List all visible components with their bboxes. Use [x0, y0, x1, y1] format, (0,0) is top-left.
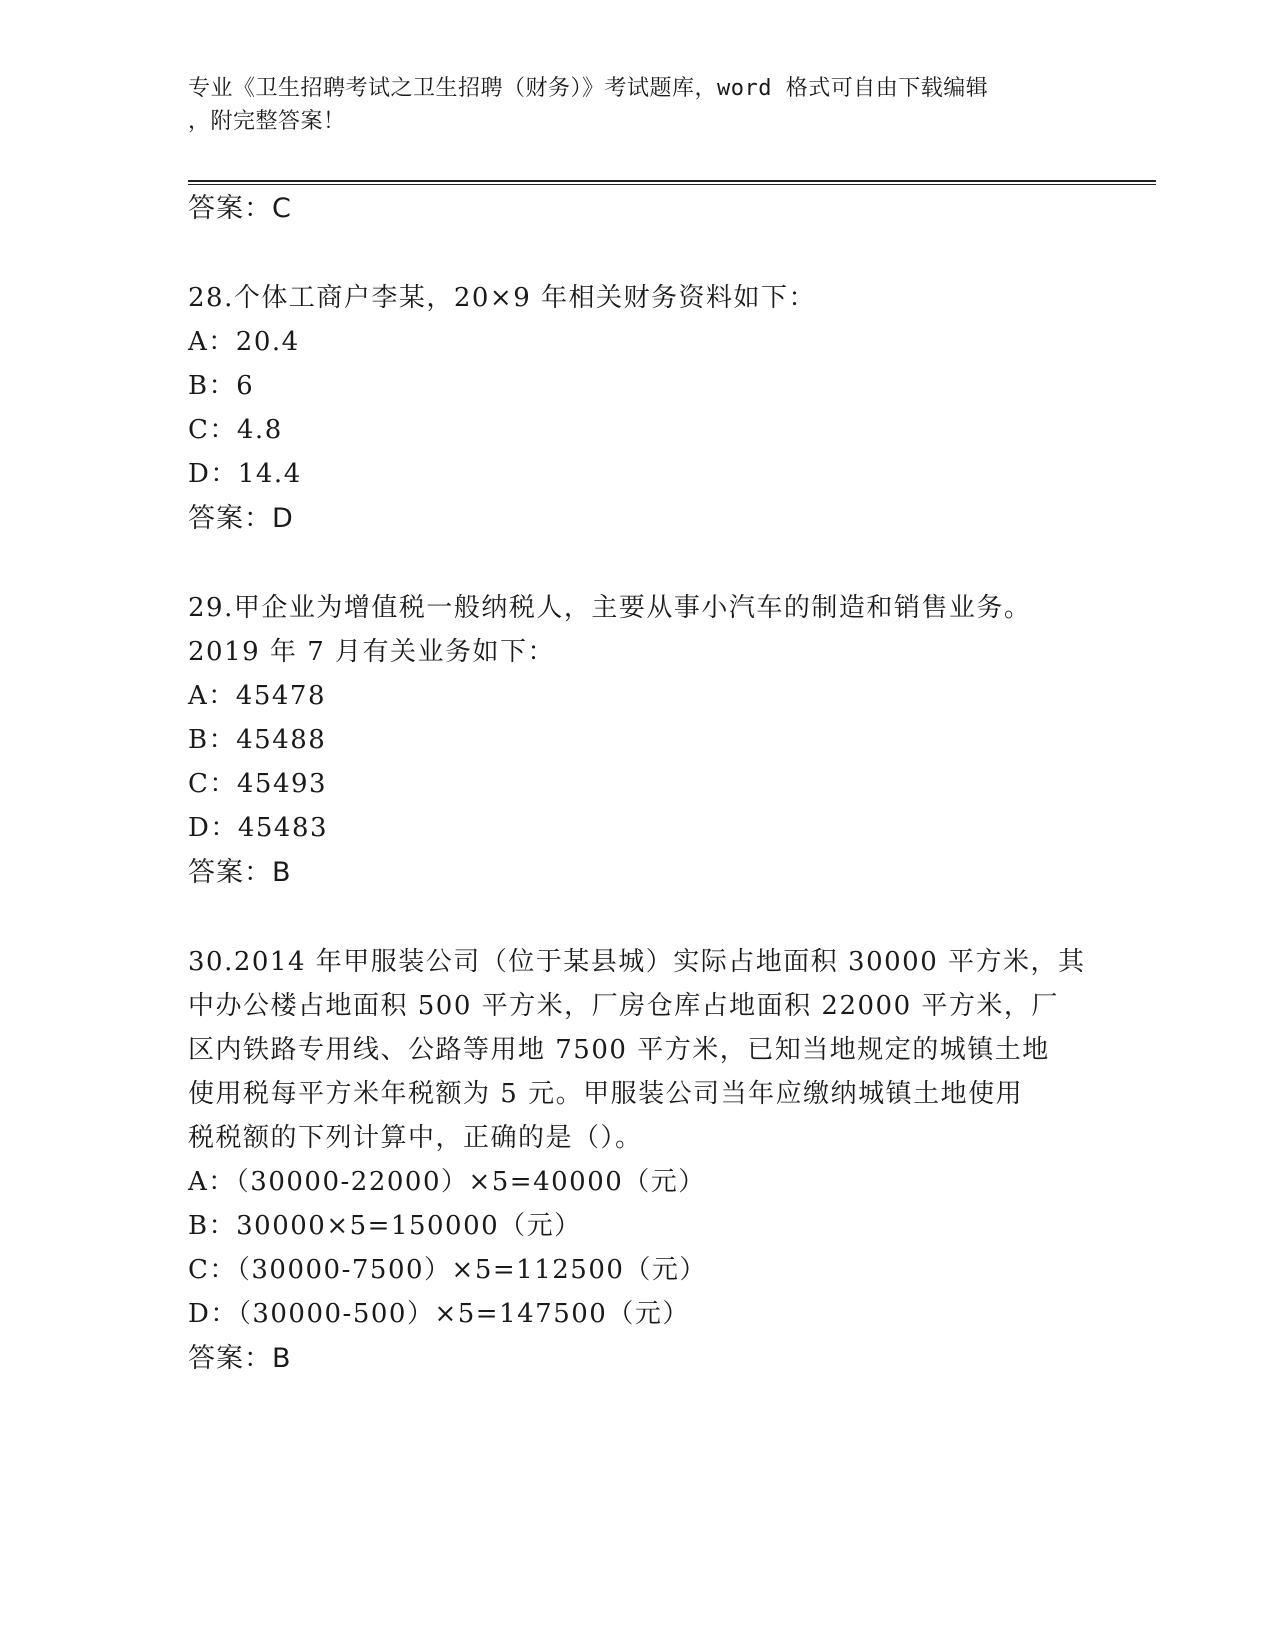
question-30-option-d: D：（30000-500）×5=147500（元） — [188, 1299, 690, 1329]
question-28-answer: 答案：D — [188, 503, 294, 534]
question-30-answer: 答案：B — [188, 1343, 292, 1374]
header-divider-thin — [188, 184, 1156, 185]
question-28-option-b: B：6 — [188, 371, 255, 401]
question-28-stem: 28.个体工商户李某，20×9 年相关财务资料如下： — [188, 283, 817, 313]
question-30-stem-line-5: 税税额的下列计算中，正确的是（）。 — [188, 1123, 643, 1153]
question-30-stem-line-1: 30.2014 年甲服装公司（位于某县城）实际占地面积 30000 平方米，其 — [188, 947, 1086, 977]
question-30-option-b: B：30000×5=150000（元） — [188, 1211, 582, 1241]
question-30-stem-line-2: 中办公楼占地面积 500 平方米，厂房仓库占地面积 22000 平方米，厂 — [188, 991, 1059, 1021]
question-30-option-a: A：（30000-22000）×5=40000（元） — [188, 1167, 706, 1197]
question-29-option-c: C：45493 — [188, 769, 328, 799]
document-header — [188, 72, 1088, 138]
question-29-answer: 答案：B — [188, 857, 292, 888]
question-28-option-c: C：4.8 — [188, 415, 283, 445]
question-30-option-c: C：（30000-7500）×5=112500（元） — [188, 1255, 707, 1285]
question-30-stem-line-4: 使用税每平方米年税额为 5 元。甲服装公司当年应缴纳城镇土地使用 — [188, 1079, 1024, 1109]
header-line-2: ，附完整答案！ — [188, 109, 346, 134]
question-28-option-d: D：14.4 — [188, 459, 302, 489]
question-29-stem-line-2: 2019 年 7 月有关业务如下： — [188, 637, 556, 667]
question-30-stem-line-3: 区内铁路专用线、公路等用地 7500 平方米，已知当地规定的城镇土地 — [188, 1035, 1050, 1065]
header-line-1: 专业《卫生招聘考试之卫生招聘（财务）》考试题库，word 格式可自由下载编辑 — [188, 76, 989, 101]
question-29-option-d: D：45483 — [188, 813, 329, 843]
question-28-option-a: A：20.4 — [188, 327, 300, 357]
previous-answer: 答案：C — [188, 193, 292, 224]
question-29-option-b: B：45488 — [188, 725, 327, 755]
question-29-stem-line-1: 29.甲企业为增值税一般纳税人，主要从事小汽车的制造和销售业务。 — [188, 593, 1032, 623]
question-29-option-a: A：45478 — [188, 681, 326, 711]
header-divider-thick — [188, 180, 1156, 182]
